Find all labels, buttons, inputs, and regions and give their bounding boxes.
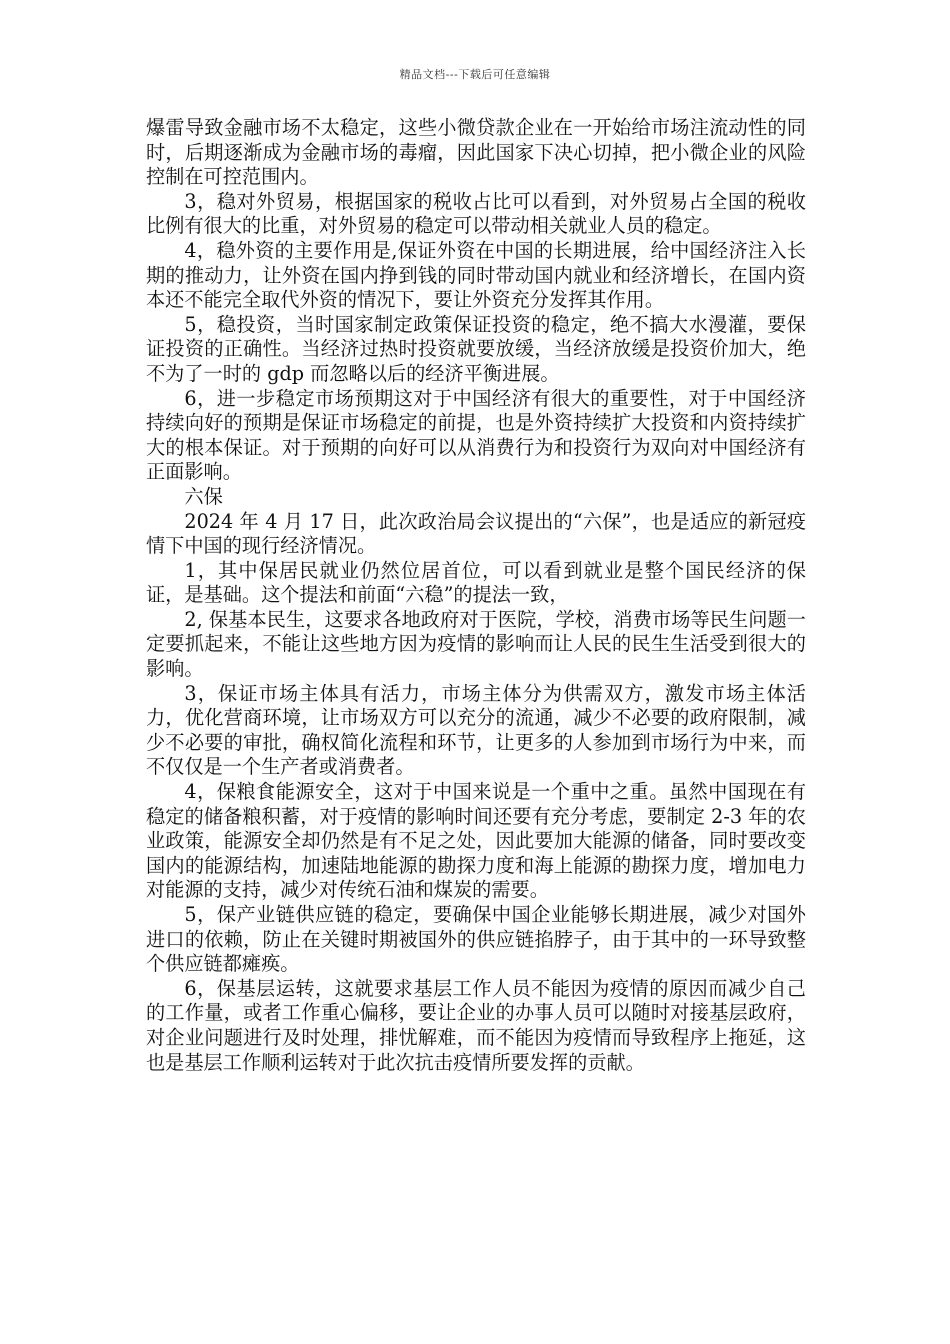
paragraph-1: 爆雷导致金融市场不太稳定，这些小微贷款企业在一开始给市场注流动性的同时，后期逐渐成为金融市场的毒瘤，因此国家下决心切掉，把小微企业的风险控制在可控范围内。 (146, 116, 806, 189)
paragraph-12: 5，保产业链供应链的稳定，要确保中国企业能够长期进展，减少对国外进口的依赖，防止在关键时期被国外的供应链掐脖子，由于其中的一环导致整个供应链都瘫痪。 (146, 903, 806, 976)
paragraph-8: 1，其中保居民就业仍然位居首位，可以看到就业是整个国民经济的保证，是基础。这个提法和前面“六稳”的提法一致， (146, 558, 806, 607)
document-body (146, 116, 806, 1075)
paragraph-2: 3，稳对外贸易，根据国家的税收占比可以看到，对外贸易占全国的税收比例有很大的比重，对外贸易的稳定可以带动相关就业人员的稳定。 (146, 189, 806, 238)
paragraph-5: 6，进一步稳定市场预期这对于中国经济有很大的重要性，对于中国经济持续向好的预期是保证市场稳定的前提，也是外资持续扩大投资和内资持续扩大的根本保证。对于预期的向好可以从消费行为和投资行为双向对中国经济有正面影响。 (146, 386, 806, 484)
section-heading-liubao: 六保 (184, 484, 223, 508)
paragraph-11: 4，保粮食能源安全，这对于中国来说是一个重中之重。虽然中国现在有稳定的储备粮积蓄，对于疫情的影响时间还要有充分考虑，要制定 2-3 年的农业政策，能源安全却仍然是有不足之处，因此要加大能源的储备，同时要改变国内的能源结构，加速陆地能源的勘探力度和海上能源的勘探力度，增加电力对能源的支持，减少对传统石油和煤炭的需要。 (146, 780, 806, 902)
paragraph-9: 2, 保基本民生，这要求各地政府对于医院，学校，消费市场等民生问题一定要抓起来，不能让这些地方因为疫情的影响而让人民的民生生活受到很大的影响。 (146, 607, 806, 681)
paragraph-10: 3，保证市场主体具有活力，市场主体分为供需双方，激发市场主体活力，优化营商环境，让市场双方可以充分的流通，减少不必要的政府限制，减少不必要的审批，确权简化流程和环节，让更多的人参加到市场行为中来，而不仅仅是一个生产者或消费者。 (146, 681, 806, 779)
page-header: 精品文档---下载后可任意编辑 (399, 68, 551, 81)
paragraph-13: 6，保基层运转，这就要求基层工作人员不能因为疫情的原因而减少自己的工作量，或者工作重心偏移，要让企业的办事人员可以随时对接基层政府，对企业问题进行及时处理，排忧解难，而不能因为疫情而导致程序上拖延，这也是基层工作顺利运转对于此次抗击疫情所要发挥的贡献。 (146, 976, 806, 1074)
paragraph-3: 4，稳外资的主要作用是,保证外资在中国的长期进展，给中国经济注入长期的推动力，让外资在国内挣到钱的同时带动国内就业和经济增长，在国内资本还不能完全取代外资的情况下，要让外资充分发挥其作用。 (146, 238, 806, 312)
paragraph-7: 2024 年 4 月 17 日，此次政治局会议提出的“六保”，也是适应的新冠疫情下中国的现行经济情况。 (146, 509, 806, 558)
paragraph-4: 5，稳投资，当时国家制定政策保证投资的稳定，绝不搞大水漫灌，要保证投资的正确性。当经济过热时投资就要放缓，当经济放缓是投资价加大，绝不为了一时的 gdp 而忽略以后的经济平衡进展。 (146, 312, 806, 385)
